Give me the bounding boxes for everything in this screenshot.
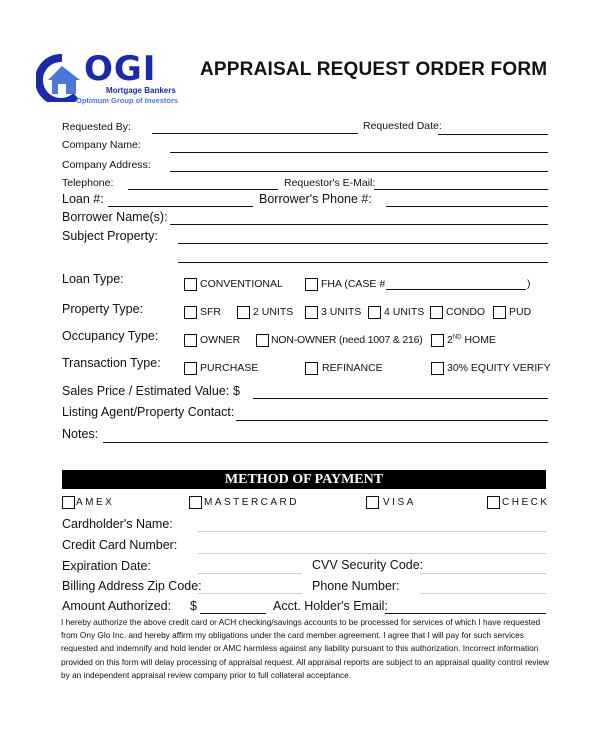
requested-by-label: Requested By:: [62, 121, 131, 133]
telephone-field[interactable]: [128, 189, 278, 190]
expiration-field[interactable]: [198, 573, 302, 574]
amount-label: Amount Authorized:: [62, 599, 172, 613]
page-title: APPRAISAL REQUEST ORDER FORM: [200, 59, 548, 80]
logo-line2: Optimum Group of Investors: [76, 96, 179, 105]
amex-label: AMEX: [76, 497, 115, 508]
condo-checkbox[interactable]: [430, 306, 443, 319]
property-type-label: Property Type:: [62, 302, 144, 316]
requestor-email-field[interactable]: [374, 189, 548, 190]
borrower-phone-label: Borrower's Phone #:: [259, 192, 372, 206]
listing-agent-field[interactable]: [236, 420, 548, 421]
authorization-disclaimer: I hereby authorize the above credit card or ACH checking/savings accounts to be processed for services of which I have requested from Ony Glo Inc. and hereby affirm my obligations under the card member agreement. I agree that I will pay for such services requested and indemnify and hold lender or AMC harmless against any liability pursuant to this authorization. Incorrect information provided on this form will delay processing of appraisal request. All appraisal reports are subject to an appraisal quality control review by an independent appraisal review company prior to full collateral acceptance.: [61, 617, 549, 680]
pud-checkbox[interactable]: [493, 306, 506, 319]
email-field[interactable]: [385, 613, 546, 614]
loan-type-label: Loan Type:: [62, 272, 124, 286]
sales-price-field[interactable]: [253, 398, 548, 399]
house-logo-icon: [36, 54, 88, 102]
payment-header: METHOD OF PAYMENT: [62, 470, 546, 489]
cvv-field[interactable]: [420, 573, 546, 574]
owner-checkbox[interactable]: [184, 334, 197, 347]
requested-date-label: Requested Date:: [363, 120, 442, 132]
logo-brand: OGI: [84, 49, 157, 89]
purchase-label: PURCHASE: [200, 362, 259, 374]
logo-line1: Mortgage Bankers: [106, 86, 176, 95]
requested-by-field[interactable]: [152, 133, 358, 134]
sfr-label: SFR: [200, 306, 221, 318]
sales-price-currency: $: [233, 384, 240, 398]
loan-number-field[interactable]: [108, 206, 253, 207]
second-home-checkbox[interactable]: [431, 334, 444, 347]
3-units-label: 3 UNITS: [321, 306, 362, 318]
subject-property-label: Subject Property:: [62, 229, 158, 243]
card-number-field[interactable]: [198, 553, 546, 554]
second-home-label: [447, 334, 496, 346]
mastercard-label: MASTERCARD: [204, 497, 300, 508]
fha-close-paren: ): [527, 278, 531, 290]
amex-checkbox[interactable]: [62, 496, 75, 509]
company-name-field[interactable]: [170, 152, 548, 153]
pud-label: PUD: [509, 306, 532, 318]
zip-label: Billing Address Zip Code:: [62, 579, 202, 593]
borrower-names-field[interactable]: [170, 224, 548, 225]
company-name-label: Company Name:: [62, 139, 141, 151]
refinance-label: REFINANCE: [322, 362, 383, 374]
company-address-label: Company Address:: [62, 159, 151, 171]
listing-agent-label: Listing Agent/Property Contact:: [62, 405, 235, 419]
refinance-checkbox[interactable]: [305, 362, 318, 375]
equity-verify-checkbox[interactable]: [431, 362, 444, 375]
loan-number-label: Loan #:: [62, 192, 104, 206]
2-units-checkbox[interactable]: [237, 306, 250, 319]
2-units-label: 2 UNITS: [253, 306, 294, 318]
conventional-checkbox[interactable]: [184, 278, 197, 291]
conventional-label: CONVENTIONAL: [200, 278, 283, 290]
non-owner-checkbox[interactable]: [256, 334, 269, 347]
amount-field[interactable]: [200, 613, 266, 614]
zip-field[interactable]: [198, 593, 302, 594]
second-home-suffix: ND: [452, 334, 462, 341]
notes-field[interactable]: [103, 442, 548, 443]
company-address-field[interactable]: [170, 171, 548, 172]
visa-label: VISA: [383, 497, 416, 508]
3-units-checkbox[interactable]: [305, 306, 318, 319]
owner-label: OWNER: [200, 334, 241, 346]
requestor-email-label: Requestor's E-Mail:: [284, 177, 376, 189]
equity-verify-label: 30% EQUITY VERIFY: [447, 362, 551, 374]
phone-label: Phone Number:: [312, 579, 400, 593]
purchase-checkbox[interactable]: [184, 362, 197, 375]
card-number-label: Credit Card Number:: [62, 538, 178, 552]
notes-label: Notes:: [62, 427, 99, 441]
requested-date-field[interactable]: [438, 134, 548, 135]
telephone-label: Telephone:: [62, 177, 114, 189]
condo-label: CONDO: [446, 306, 486, 318]
phone-field[interactable]: [420, 593, 546, 594]
sfr-checkbox[interactable]: [184, 306, 197, 319]
visa-checkbox[interactable]: [366, 496, 379, 509]
occupancy-type-label: Occupancy Type:: [62, 329, 159, 343]
check-checkbox[interactable]: [487, 496, 500, 509]
mastercard-checkbox[interactable]: [189, 496, 202, 509]
check-label: CHECK: [502, 497, 550, 508]
cardholder-field[interactable]: [198, 531, 546, 532]
fha-case-field[interactable]: [386, 289, 526, 290]
sales-price-label: Sales Price / Estimated Value:: [62, 384, 230, 398]
subject-property-field[interactable]: [178, 243, 548, 244]
amount-currency: $: [190, 599, 197, 613]
cardholder-label: Cardholder's Name:: [62, 517, 173, 531]
expiration-label: Expiration Date:: [62, 559, 151, 573]
4-units-checkbox[interactable]: [368, 306, 381, 319]
second-home-number: 2: [447, 334, 453, 346]
borrower-names-label: Borrower Name(s):: [62, 210, 168, 224]
email-label: Acct. Holder's Email:: [273, 599, 388, 613]
transaction-type-label: Transaction Type:: [62, 356, 161, 370]
cvv-label: CVV Security Code:: [312, 558, 424, 572]
fha-label: FHA (CASE #: [321, 278, 386, 290]
fha-checkbox[interactable]: [305, 278, 318, 291]
subject-property-field-2[interactable]: [178, 262, 548, 263]
4-units-label: 4 UNITS: [384, 306, 425, 318]
borrower-phone-field[interactable]: [386, 206, 548, 207]
non-owner-label: NON-OWNER (need 1007 & 216): [271, 334, 423, 346]
second-home-word: HOME: [464, 334, 496, 346]
